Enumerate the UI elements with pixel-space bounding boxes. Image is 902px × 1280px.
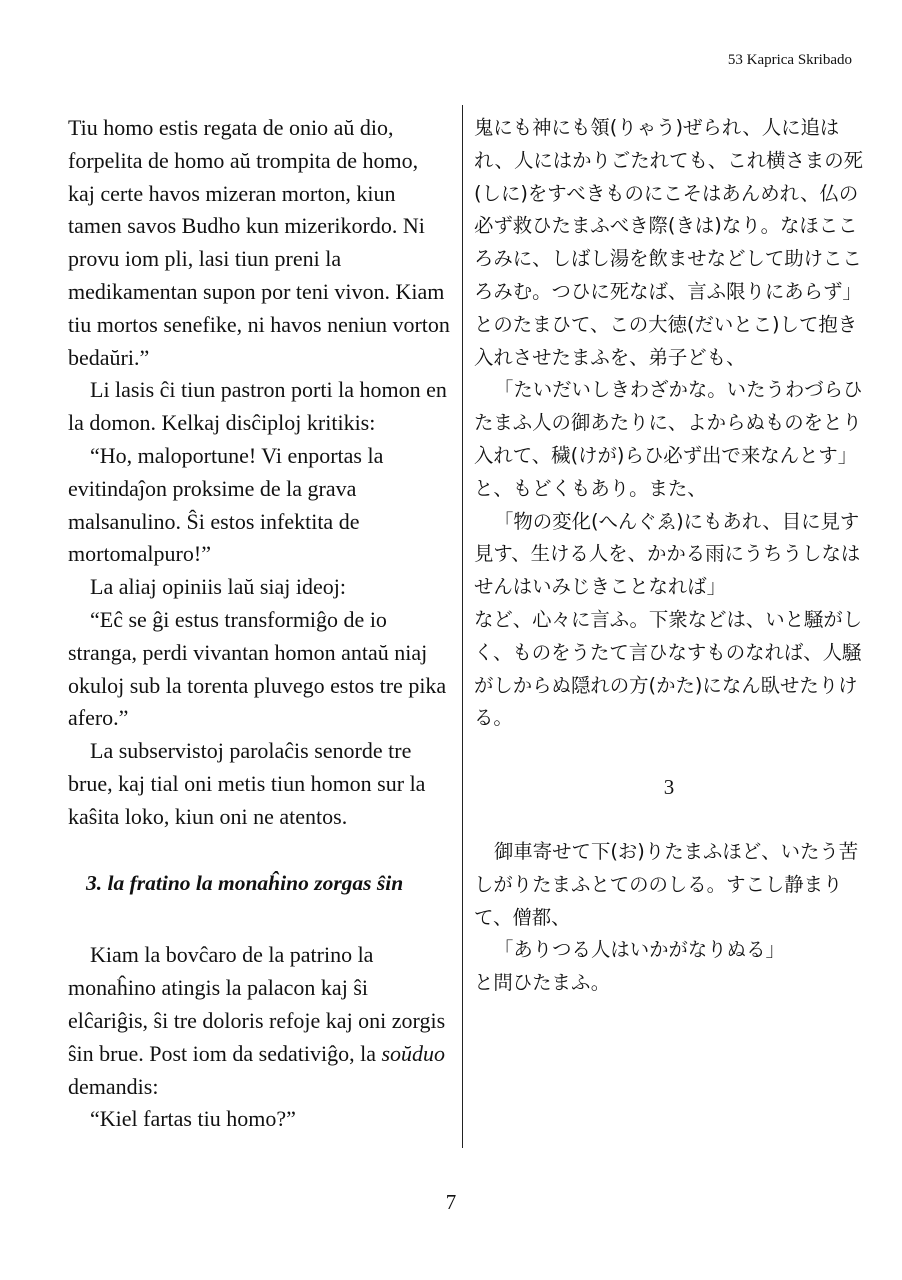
paragraph: など、心々に言ふ。下衆などは、いと騒がしく、ものをうたて言ひなすものなれば、人騒がしからぬ隠れの方(かた)になん臥せたりける。 — [474, 607, 863, 730]
paragraph: “Eĉ se ĝi estus transformiĝo de io stranga, perdi vivantan homon antaŭ niaj okuloj sub la torenta pluvego estos tre pika afero.” — [68, 606, 447, 731]
page-number: 7 — [445, 1190, 457, 1214]
paragraph: “Kiel fartas tiu homo?” — [90, 1106, 296, 1132]
paragraph: 鬼にも神にも領(りゃう)ぜられ、人に追はれ、人にはかりごたれても、これ横さまの死(しに)をすべきものにこそはあんめれ、仏の必ず救ひたまふべき際(きは)なり。なほこころみに、しばし湯を飲ませなどして助けこころみむ。つひに死なば、言ふ限りにあらず」とのたまひて、この大徳(だいとこ)して抱き入れさせたまふを、弟子ども、 — [474, 116, 863, 369]
column-divider — [462, 105, 463, 1148]
paragraph: 「たいだいしきわざかな。いたうわづらひたまふ人の御あたりに、よからぬものをとり入れて、穢(けが)らひ必ず出で来なんとす」と、もどくもあり。また、 — [474, 378, 863, 500]
paragraph: Li lasis ĉi tiun pastron porti la homon en la domon. Kelkaj disĉiploj kritikis: — [68, 377, 447, 436]
paragraph: “Ho, maloportune! Vi enportas la evitindaĵon proksime de la grava malsanulino. Ŝi estos infektita de mortomalpuro!” — [68, 442, 384, 567]
paragraph-text: demandis: — [68, 1073, 159, 1099]
running-header: 53 Kaprica Skribado — [727, 52, 852, 68]
paragraph: Tiu homo estis regata de onio aŭ dio, forpelita de homo aŭ trompita de homo, kaj certe havos mizeran morton, kiun tamen savos Budho kun mizerikordo. Ni provu iom pli, lasi tiun preni la medikamentan supon por teni vivon. Kiam tiu mortos senefike, ni havos neniun vorton bedaŭri.” — [68, 115, 450, 370]
paragraph — [68, 939, 450, 1103]
paragraph: La subservistoj parolaĉis senorde tre brue, kaj tial oni metis tiun homon sur la kaŝita loko, kiun oni ne atentos. — [68, 738, 426, 829]
paragraph: La aliaj opiniis laŭ siaj ideoj: — [90, 574, 346, 600]
section-number: 3 — [663, 775, 675, 800]
esperanto-column — [68, 112, 450, 1136]
paragraph-text: Kiam la bovĉaro de la patrino la monaĥino atingis la palacon kaj ŝi elĉariĝis, ŝi tre doloris refoje kaj oni zorgis ŝin brue. Post iom da sedativiĝo, la — [68, 942, 446, 1066]
paragraph: と問ひたまふ。 — [474, 971, 611, 995]
italic-term: soŭduo — [381, 1040, 446, 1066]
paragraph: 御車寄せて下(お)りたまふほど、いたう苦しがりたまふとてののしる。すこし静まりて、僧都、 — [474, 839, 859, 929]
section-heading: 3. la fratino la monaĥino zorgas ŝin — [86, 870, 404, 895]
japanese-column — [474, 112, 864, 1000]
paragraph: 「物の変化(へんぐゑ)にもあれ、目に見す見す、生ける人を、かかる雨にうちうしなはせんはいみじきことなれば」 — [474, 509, 861, 599]
paragraph: 「ありつる人はいかがなりぬる」 — [494, 938, 785, 962]
